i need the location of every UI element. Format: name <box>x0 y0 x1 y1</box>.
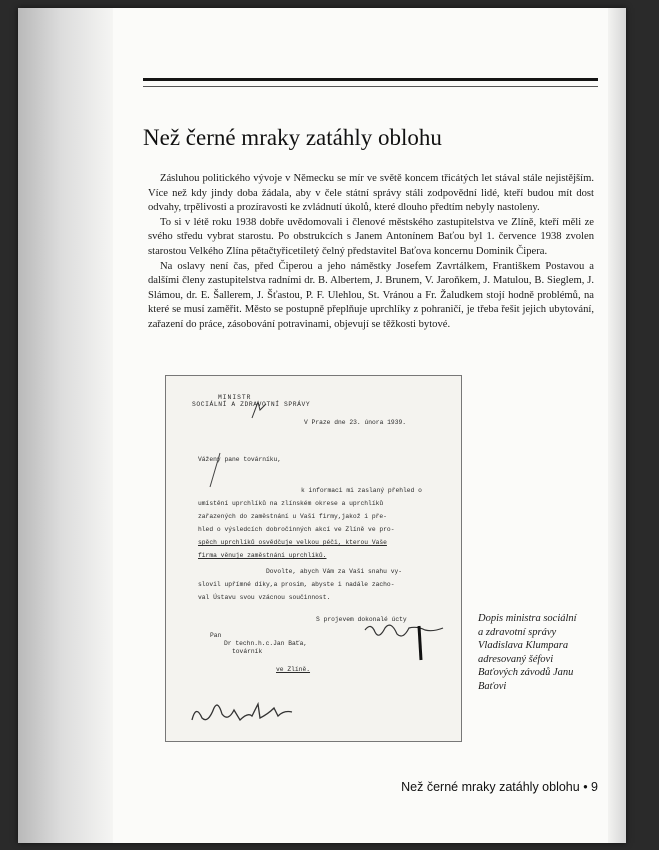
page-edge <box>608 8 626 843</box>
caption-line-3: Vladislava Klumpara <box>478 640 569 652</box>
caption-line-2: a zdravotní správy <box>478 626 557 638</box>
header-rule-thin <box>143 86 598 87</box>
minister-signature <box>361 616 446 671</box>
figure-caption <box>478 612 598 694</box>
letter-line-3: zařazených do zaměstnání u Vaší firmy,jakož i pře- <box>198 513 387 520</box>
letter-line-6: firma věnuje zaměstnání uprchlíků. <box>198 552 327 559</box>
letter-addressee-4: ve Zlíně. <box>276 666 311 673</box>
letter-closing: S projevem dokonalé úcty <box>316 616 407 623</box>
letter-line-1: k informaci mi zaslaný přehled o <box>301 487 422 494</box>
page-footer: Než černé mraky zatáhly oblohu • 9 <box>401 780 598 794</box>
letter-salutation: Vážený pane továrníku, <box>198 456 282 463</box>
book-page <box>18 8 626 843</box>
body-text <box>148 172 594 333</box>
letter-line-9: val Ústavu svou vzácnou součinnost. <box>198 594 331 601</box>
handwritten-note <box>188 694 303 729</box>
paragraph-3: Na oslavy není čas, před Čiperou a jeho náměstky Josefem Zavrtálkem, Františkem Postavou a dalšími členy zastupitelstva radními dr. B. Albertem, J. Brunem, V. Jaroňkem, J. Matulou, B. Sieglem, J. Slámou, dr. E. Šallerem, J. Šťastou, P. F. Ulehlou, St. Vránou a Fr. Žaludkem stojí hodně problémů, na které se musí zaměřit. Město se postupně přeplňuje uprchlíky z pohraničí, je třeba řešit jejich ubytování, zařazení do práce, zásobování potravinami, objevují se těžkosti bytové. <box>148 260 594 330</box>
letter-addressee-3: továrník <box>232 648 263 655</box>
paragraph-1: Zásluhou politického vývoje v Německu se mír ve světě koncem třicátých let stával stále nejistějším. Více než kdy jindy doba žádala, aby v čele státní správy stáli zodpovědní lidé, kteří budou mít dost odvahy, trpělivosti a prozíravosti ke zvládnutí úkolů, které dlouho předtím nebyly nastoleny. <box>148 173 594 214</box>
caption-line-6: Baťovi <box>478 680 507 692</box>
letter-line-5: spěch uprchlíků osvědčuje velkou péči, kterou Vaše <box>198 539 387 546</box>
caption-line-1: Dopis ministra sociální <box>478 613 577 624</box>
letter-date: V Praze dne 23. února 1939. <box>304 419 407 426</box>
letter-addressee-2: Dr techn.h.c.Jan Baťa, <box>224 640 308 647</box>
letter-line-4: hled o výsledcích dobročinných akcí ve Zlíně ve pro- <box>198 526 395 533</box>
letter-facsimile <box>165 375 462 742</box>
paragraph-2: To si v létě roku 1938 dobře uvědomovali i členové městského zastupitelstva ve Zlíně, kteří měli ze svého středu vybrat starostu. Po obstrukcích s Janem Antonínem Baťou byl 1. července 1938 zvolen starostou Velkého Zlína pětačtyřicetiletý čelný představitel Baťova koncernu Dominik Čipera. <box>148 216 594 257</box>
letter-line-8: slovil upřímné díky,a prosím, abyste i nadále zacho- <box>198 581 395 588</box>
letter-header-1: MINISTR <box>218 394 252 401</box>
caption-line-4: adresovaný šéfovi <box>478 653 554 665</box>
book-spine-shadow <box>18 8 113 843</box>
handwritten-mark <box>248 398 270 420</box>
letter-addressee-1: Pan <box>210 632 222 639</box>
letter-line-7: Dovolte, abych Vám za Vaši snahu vy- <box>266 568 403 575</box>
chapter-heading: Než černé mraky zatáhly oblohu <box>143 125 442 150</box>
caption-line-5: Baťových závodů Janu <box>478 667 574 679</box>
header-rule <box>143 78 598 81</box>
handwritten-stroke <box>206 451 226 491</box>
letter-header-2: SOCIÁLNÍ A ZDRAVOTNÍ SPRÁVY <box>192 401 311 408</box>
letter-line-2: umístění uprchlíků na zlínském okrese a uprchlíků <box>198 500 384 507</box>
